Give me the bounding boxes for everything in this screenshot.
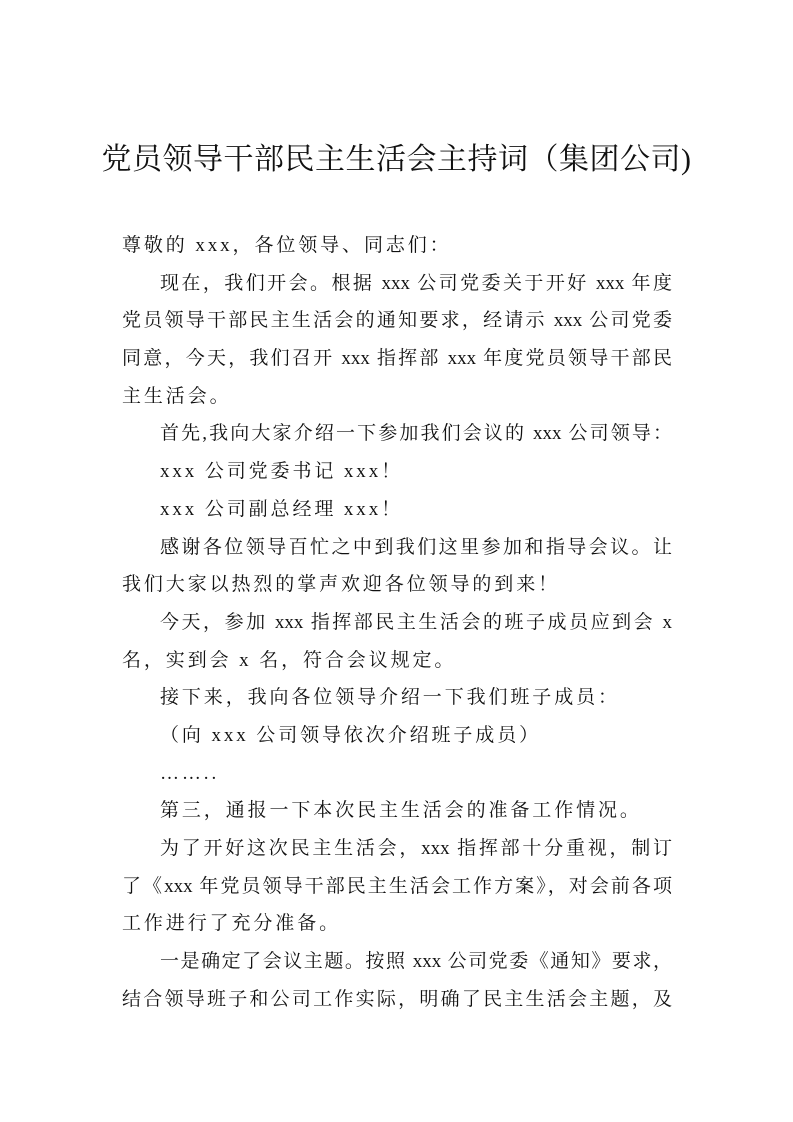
- paragraph-line: 为了开好这次民主生活会，xxx 指挥部十分重视，制订: [160, 838, 672, 859]
- paragraph-line: 感谢各位领导百忙之中到我们这里参加和指导会议。让: [160, 536, 672, 558]
- paragraph-line: 现在，我们开会。根据 xxx 公司党委关于开好 xxx 年度: [160, 272, 672, 294]
- paragraph-line: 今天，参加 xxx 指挥部民主生活会的班子成员应到会 x: [160, 611, 672, 633]
- paragraph-line: 第三，通报一下本次民主生活会的准备工作情况。: [160, 800, 642, 822]
- paragraph-line: 主生活会。: [122, 385, 232, 407]
- paragraph-line: ……..: [160, 762, 220, 784]
- paragraph-line: 名，实到会 x 名，符合会议规定。: [122, 649, 457, 671]
- salutation: 尊敬的 xxx，各位领导、同志们：: [122, 235, 452, 256]
- paragraph-line: 了《xxx 年党员领导干部民主生活会工作方案》，对会前各项: [122, 875, 672, 897]
- document-body: [122, 227, 672, 1018]
- paragraph-line: 首先,我向大家介绍一下参加我们会议的 xxx 公司领导：: [160, 423, 672, 445]
- paragraph-line: 一是确定了会议主题。按照 xxx 公司党委《通知》要求，: [160, 951, 672, 973]
- paragraph-line: 同意，今天，我们召开 xxx 指挥部 xxx 年度党员领导干部民: [122, 348, 672, 370]
- paragraph-line: 接下来，我向各位领导介绍一下我们班子成员：: [160, 687, 620, 709]
- paragraph-line: 我们大家以热烈的掌声欢迎各位领导的到来！: [122, 574, 561, 596]
- paragraph-line: xxx 公司副总经理 xxx！: [160, 498, 404, 520]
- paragraph-line: 工作进行了充分准备。: [122, 913, 342, 935]
- paragraph-line: （向 xxx 公司领导依次介绍班子成员）: [160, 724, 542, 746]
- paragraph-line: 党员领导干部民主生活会的通知要求，经请示 xxx 公司党委: [122, 310, 672, 332]
- paragraph-line: 结合领导班子和公司工作实际，明确了民主生活会主题，及: [122, 988, 672, 1010]
- document-title: 党员领导干部民主生活会主持词（集团公司): [101, 143, 692, 176]
- paragraph-line: xxx 公司党委书记 xxx！: [160, 461, 404, 483]
